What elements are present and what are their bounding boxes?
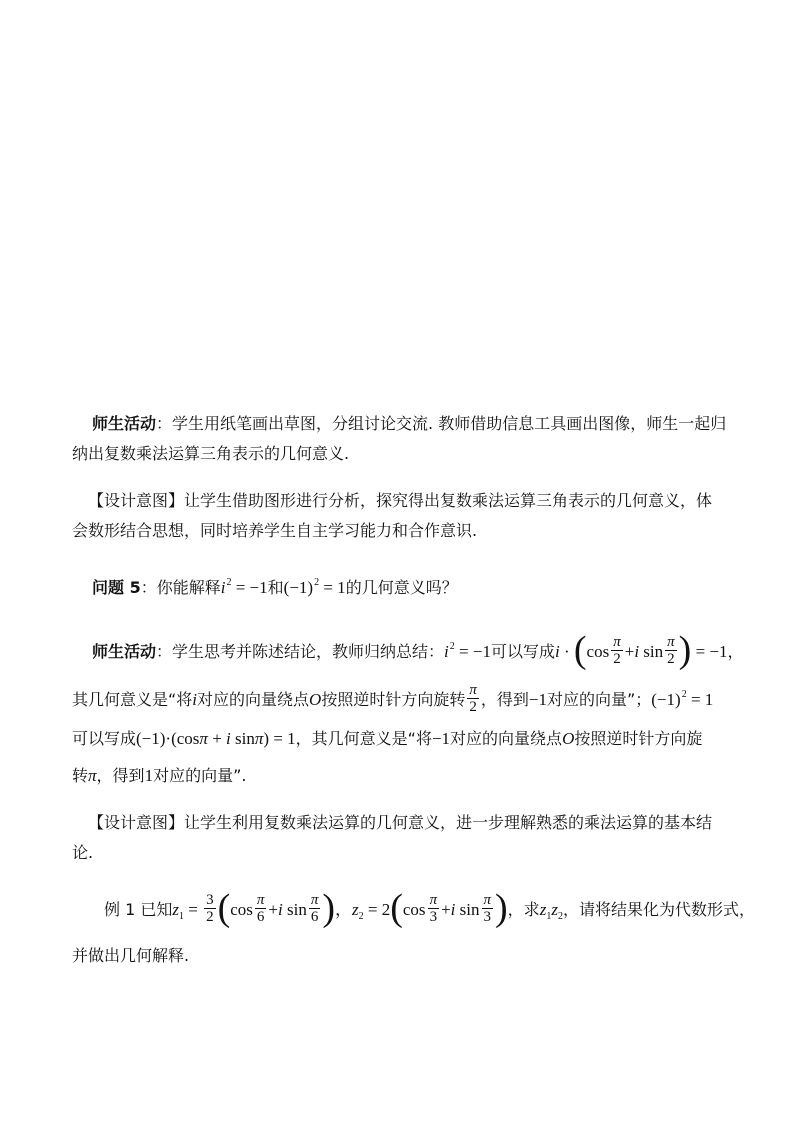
paragraph-text: 会数形结合思想，同时培养学生自主学习能力和合作意识. xyxy=(72,521,478,540)
paragraph-line: 其几何意义是“将i对应的向量绕点O按照逆时针方向旋转 $\frac{\pi}{2}$ ，得到−1对应的向量”；$(-1)^2 = 1$ xyxy=(72,682,714,715)
fraction-pi-over-6: $\frac{\pi}{6}$ xyxy=(310,892,319,925)
fraction-pi-over-3: $\frac{\pi}{3}$ xyxy=(429,892,438,925)
question-label: 问题 5 xyxy=(92,578,141,597)
paragraph-text: 【设计意图】让学生借助图形进行分析，探究得出复数乘法运算三角表示的几何意义，体 xyxy=(88,491,713,510)
paragraph-text: 并做出几何解释. xyxy=(72,946,190,965)
example-1: 例 1 已知$z_1$ = $\frac{3}{2}$ (cos $\frac{\pi}{6}$ +i sin $\frac{\pi}{6}$ )，$z_2 = 2(\cos$ $\frac{\pi}{3}$ +i sin $\frac{\pi}{3}$ )，求$z_1z_2$，请将结果化为代数形式， xyxy=(104,886,755,929)
paragraph-line xyxy=(72,842,93,864)
paragraph-text: 纳出复数乘法运算三角表示的几何意义. xyxy=(72,444,350,463)
fraction-pi-over-6: $\frac{\pi}{6}$ xyxy=(256,892,265,925)
fraction-3-over-2: $\frac{3}{2}$ xyxy=(206,892,214,925)
activity-label: 师生活动 xyxy=(92,642,157,661)
question-5: 问题 5：你能解释$i^2 = -1$和$(-1)^2 = 1$的几何意义吗？ xyxy=(92,577,458,597)
fraction-pi-over-2: $\frac{\pi}{2}$ xyxy=(667,634,675,667)
fraction-pi-over-3: $\frac{\pi}{3}$ xyxy=(483,892,492,925)
paragraph-teacher-student-activity-1 xyxy=(92,413,726,435)
paragraph-text: 论. xyxy=(72,843,94,862)
paragraph-text: 【设计意图】让学生利用复数乘法运算的几何意义，进一步理解熟悉的乘法运算的基本结 xyxy=(88,813,713,832)
fraction-pi-over-2: $\frac{\pi}{2}$ xyxy=(613,634,621,667)
paragraph-line xyxy=(72,945,189,967)
paragraph-line xyxy=(72,520,477,542)
paragraph-line: 可以写成(−1)·(cosπ + i sinπ) = 1，其几何意义是“将−1对应的向量绕点O按照逆时针方向旋 xyxy=(72,729,703,748)
paragraph-design-intent-1 xyxy=(88,490,712,512)
fraction-pi-over-2: $\frac{\pi}{2}$ xyxy=(469,682,477,715)
example-label: 例 1 已知 xyxy=(104,900,173,919)
paragraph-teacher-student-activity-2: 师生活动：学生思考并陈述结论，教师归纳总结：$i^2 = -1$可以写成i · (cos $\frac{\pi}{2}$ +i sin $\frac{\pi}{2}$ ) = −1， xyxy=(92,628,744,671)
paragraph-line: 转π，得到1对应的向量”. xyxy=(72,766,247,785)
paragraph-design-intent-2 xyxy=(88,812,712,834)
paragraph-text: ：学生用纸笔画出草图，分组讨论交流. 教师借助信息工具画出图像，师生一起归 xyxy=(156,414,727,433)
paragraph-line xyxy=(72,443,349,465)
activity-label: 师生活动 xyxy=(92,414,157,433)
